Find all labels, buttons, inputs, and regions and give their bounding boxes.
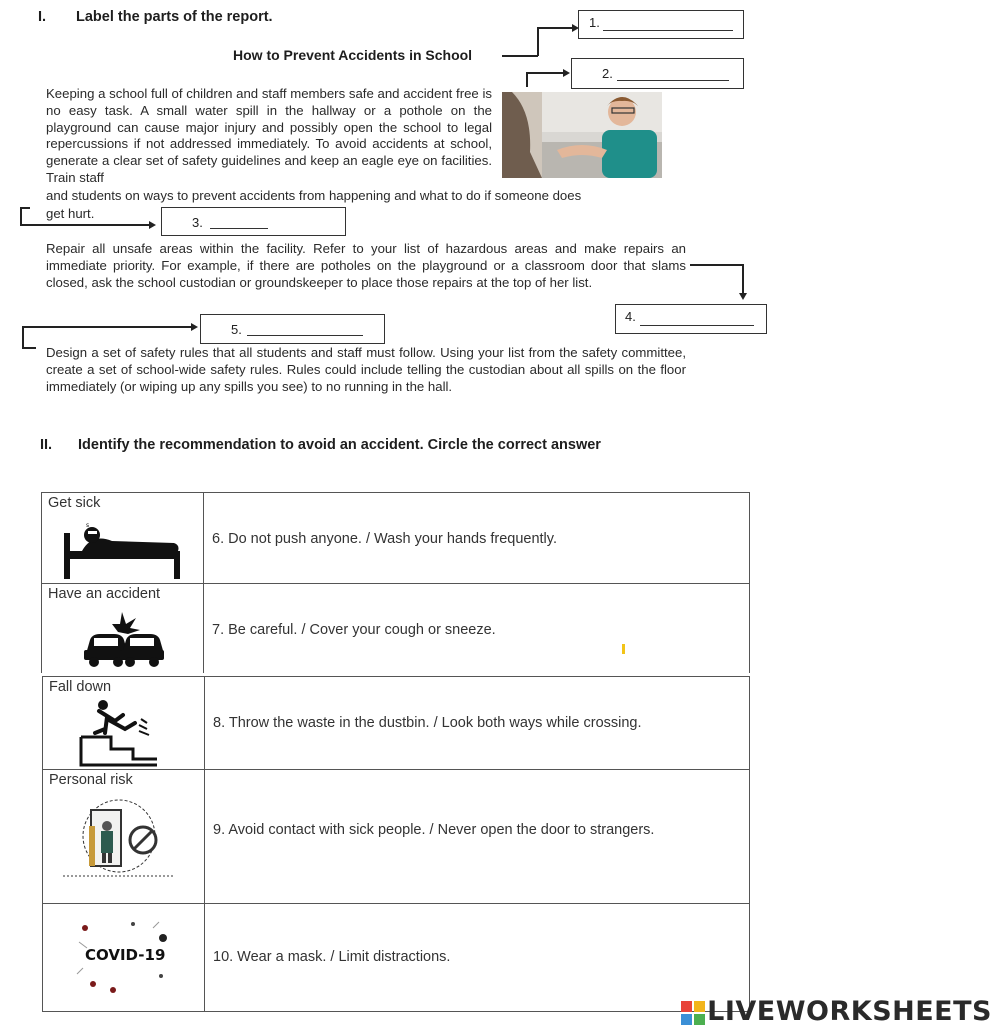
section-2-number: II. <box>40 437 53 453</box>
box-number: 5. <box>231 322 242 337</box>
section-1-number: I. <box>38 9 47 25</box>
connector-line <box>690 264 743 266</box>
table-row <box>43 904 750 1012</box>
blank-line <box>603 30 733 31</box>
sick-in-bed-icon <box>62 523 182 579</box>
category-cell <box>43 770 205 904</box>
rules-paragraph: Design a set of safety rules that all students and staff must follow. Using your list from the safety committee, create a set of school-wide safety rules. Rules could include telling the custodian about all spills on the floor immediately (or wiping up any spills you see) to no running in the hall. <box>46 345 686 394</box>
table-row <box>42 493 750 584</box>
car-crash-icon <box>82 610 166 668</box>
stranger-door-icon <box>63 796 175 884</box>
answer-box-4[interactable] <box>615 304 767 334</box>
repair-paragraph: Repair all unsafe areas within the facility. Refer to your list of hazardous areas and make repairs an immediate priority. For example, if there are potholes on the playground or a classroom door that slams closed, ask the school custodian or groundskeeper to place those repairs at the top of her list. <box>46 241 686 290</box>
recommendation-table-top <box>41 492 750 673</box>
box-number: 2. <box>602 66 613 81</box>
liveworksheets-logo-icon <box>681 1001 705 1025</box>
options-cell[interactable] <box>204 493 750 584</box>
blank-line <box>210 228 268 229</box>
blank-line <box>617 80 729 81</box>
category-cell <box>42 584 204 673</box>
intro-paragraph-end: get hurt. <box>46 206 95 221</box>
category-cell <box>43 677 205 770</box>
section-1-title: Label the parts of the report. <box>76 9 273 25</box>
connector-line <box>502 55 538 57</box>
section-2-title: Identify the recommendation to avoid an accident. Circle the correct answer <box>78 437 601 453</box>
svg-text:s: s <box>86 523 90 529</box>
answer-box-5[interactable] <box>200 314 385 344</box>
connector-line <box>22 326 24 348</box>
table-row <box>42 584 750 673</box>
report-title: How to Prevent Accidents in School <box>233 47 473 63</box>
connector-line <box>537 27 573 29</box>
connector-line <box>742 264 744 294</box>
box-number: 4. <box>625 309 636 324</box>
covid-label: COVID-19 <box>85 946 166 964</box>
box-number: 1. <box>589 15 600 30</box>
options-cell[interactable] <box>205 770 750 904</box>
answer-box-3[interactable] <box>161 207 346 236</box>
connector-line <box>22 326 192 328</box>
arrow-icon <box>739 293 747 300</box>
connector-line <box>526 72 528 87</box>
category-label: Get sick <box>48 495 101 511</box>
arrow-icon <box>191 323 198 331</box>
category-cell <box>43 904 205 1012</box>
yellow-mark <box>622 644 625 654</box>
answer-box-2[interactable] <box>571 58 744 89</box>
logo-text: LIVEWORKSHEETS <box>707 996 992 1027</box>
option-text[interactable]: 7. Be careful. / Cover your cough or sneeze. <box>212 622 496 638</box>
intro-paragraph: Keeping a school full of children and staff members safe and accident free is no easy task. A small water spill in the hallway or a pothole on the playground can cause major injury and possibly open the school to legal repercussions if not addressed immediately. To avoid accidents at school, generate a clear set of safety guidelines and keep an eagle eye on facilities. Train staff <box>46 86 492 185</box>
option-text[interactable]: 9. Avoid contact with sick people. / Never open the door to strangers. <box>213 822 655 838</box>
category-cell <box>42 493 204 584</box>
connector-line <box>20 207 22 225</box>
intro-paragraph-continued: and students on ways to prevent accidents from happening and what to do if someone does <box>46 188 582 203</box>
options-cell[interactable] <box>205 904 750 1012</box>
table-row <box>43 677 750 770</box>
connector-line <box>20 224 150 226</box>
blank-line <box>247 335 363 336</box>
option-text[interactable]: 6. Do not push anyone. / Wash your hands frequently. <box>212 531 557 547</box>
falling-stairs-icon <box>77 699 161 769</box>
connector-line <box>22 347 36 349</box>
blank-line <box>640 325 754 326</box>
recommendation-table-bottom <box>42 676 750 1012</box>
category-label: Personal risk <box>49 772 133 788</box>
arrow-icon <box>149 221 156 229</box>
arrow-icon <box>563 69 570 77</box>
options-cell[interactable] <box>205 677 750 770</box>
connector-line <box>20 207 30 209</box>
report-photo <box>502 92 662 178</box>
options-cell[interactable] <box>204 584 750 673</box>
option-text[interactable]: 10. Wear a mask. / Limit distractions. <box>213 949 451 965</box>
connector-line <box>526 72 564 74</box>
category-label: Have an accident <box>48 586 161 602</box>
category-label: Fall down <box>49 679 112 695</box>
liveworksheets-logo <box>681 996 992 1027</box>
box-number: 3. <box>192 215 203 230</box>
answer-box-1[interactable] <box>578 10 744 39</box>
table-row <box>43 770 750 904</box>
connector-line <box>537 27 539 56</box>
option-text[interactable]: 8. Throw the waste in the dustbin. / Look both ways while crossing. <box>213 715 642 731</box>
